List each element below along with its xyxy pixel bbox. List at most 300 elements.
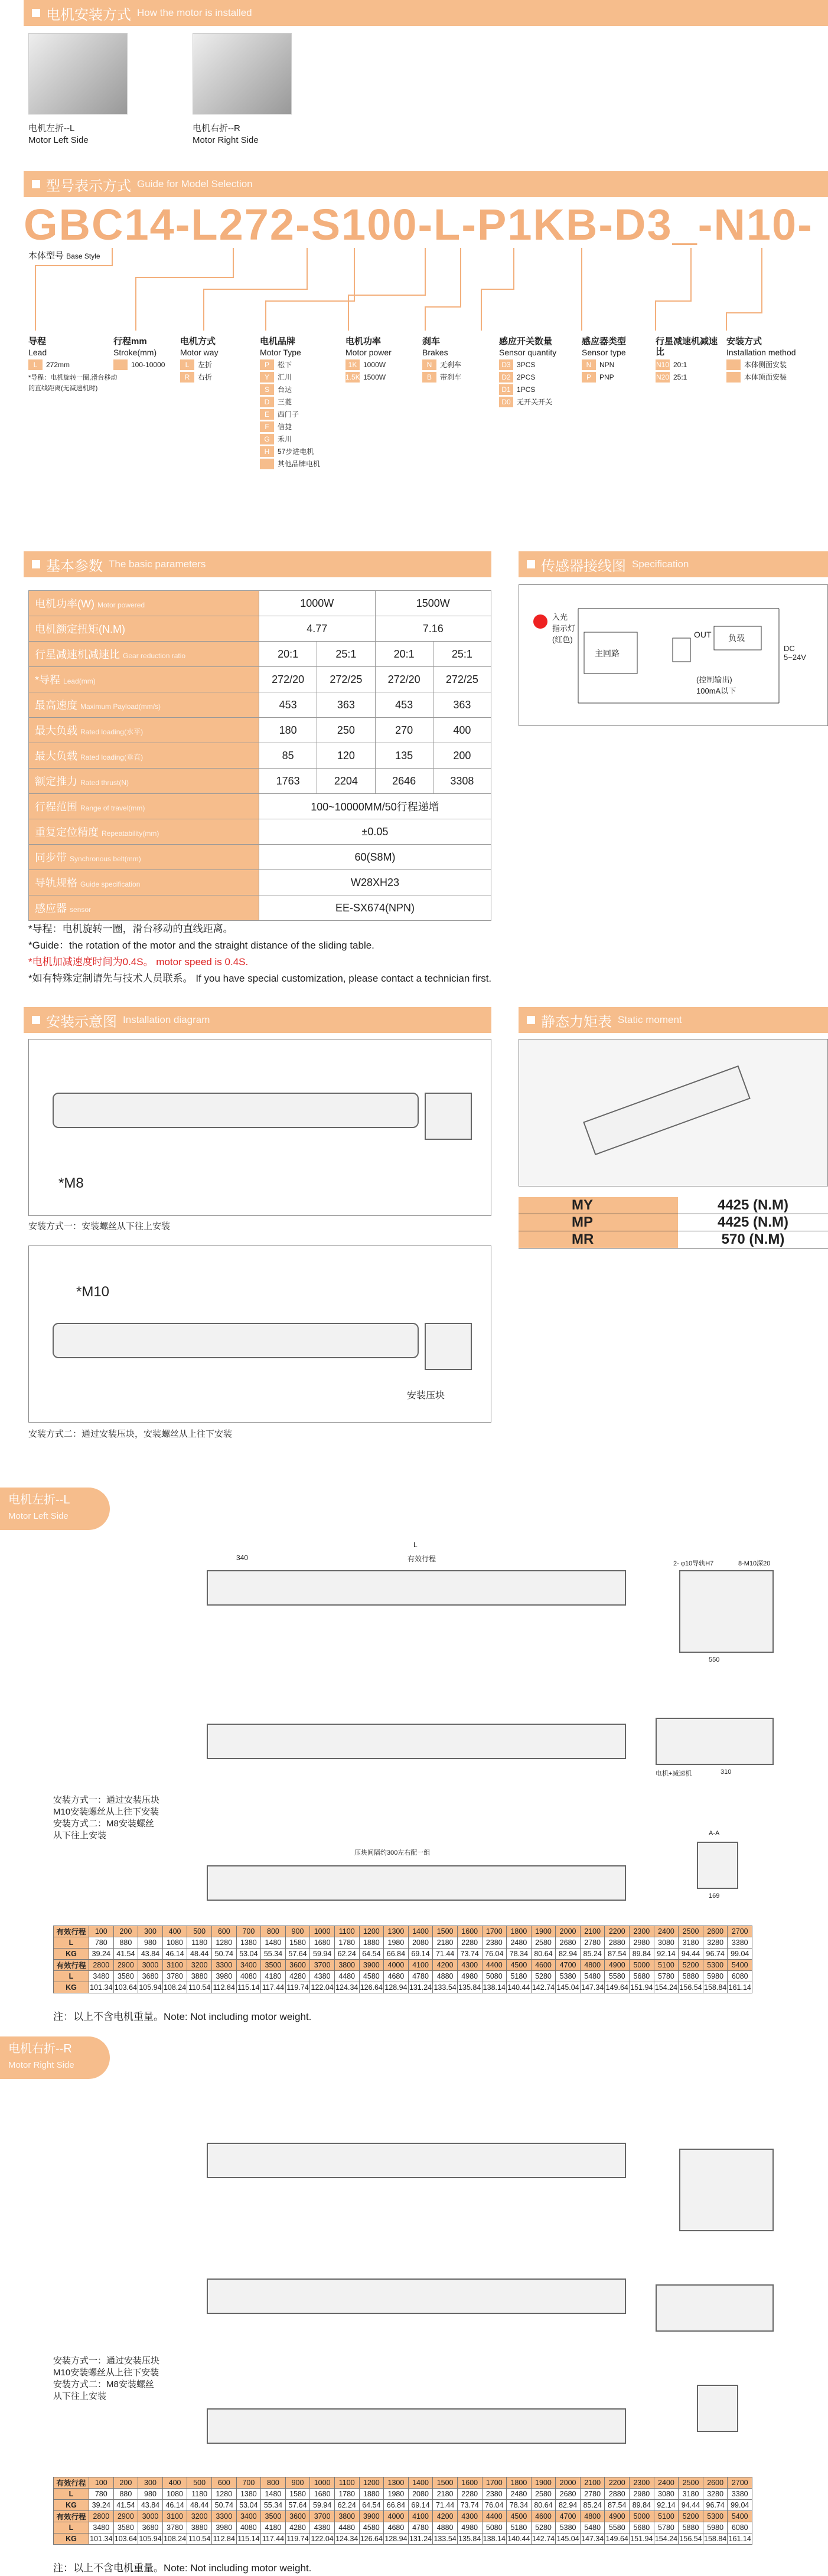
table-cell: 700 <box>236 2477 261 2489</box>
section-params-header <box>24 551 491 577</box>
text: 电机功率(W) <box>35 598 94 610</box>
text: *导程：电机旋转一圈,滑台移动的直线距离(无减速机时) <box>28 374 118 392</box>
table-cell: 1880 <box>359 2489 384 2500</box>
table-cell: 20:1 <box>259 642 317 667</box>
table-cell: 4500 <box>507 2511 532 2522</box>
table-cell: 有效行程 <box>54 1960 89 1971</box>
field-sensor-qty <box>499 336 556 407</box>
table-cell: 1500 <box>433 2477 458 2489</box>
table-cell: 4400 <box>482 2511 507 2522</box>
table-cell: 46.14 <box>162 2500 187 2511</box>
dim-m: 2- φ10导轨H7 <box>673 1560 714 1567</box>
text: 电机左折--L <box>8 1493 70 1506</box>
table-cell: 4480 <box>334 1971 359 1982</box>
table-cell: 2100 <box>580 2477 605 2489</box>
table-cell: 57.64 <box>285 2500 310 2511</box>
table-cell: 1763 <box>259 769 317 794</box>
table-cell: 80.64 <box>531 2500 556 2511</box>
table-cell: 2646 <box>375 769 433 794</box>
text: 1000W <box>363 361 386 369</box>
table-cell: 4480 <box>334 2522 359 2533</box>
table-cell: 25:1 <box>317 642 375 667</box>
table-cell: 400 <box>162 2477 187 2489</box>
table-cell: 1280 <box>211 1937 236 1949</box>
text: N20 <box>656 373 669 381</box>
table-cell: 115.14 <box>236 1982 261 1993</box>
text: 无刹车 <box>440 361 462 369</box>
table-cell: 73.74 <box>457 1949 482 1960</box>
table-cell: W28XH23 <box>259 870 491 895</box>
table-cell: 82.94 <box>556 1949 581 1960</box>
table-cell: 1700 <box>482 1926 507 1937</box>
table-cell: 39.24 <box>89 1949 114 1960</box>
table-cell: 151.94 <box>630 2533 654 2545</box>
table-row <box>54 1937 752 1949</box>
text: 刹车 <box>422 336 441 346</box>
dim-aa: A-A <box>709 1830 720 1837</box>
text: 电机品牌 <box>260 336 296 346</box>
left-bottom-view <box>207 1865 626 1901</box>
text: Synchronous belt(mm) <box>70 855 141 863</box>
table-cell: 2980 <box>630 1937 654 1949</box>
table-cell: 53.04 <box>236 2500 261 2511</box>
table-cell: 2700 <box>728 1926 752 1937</box>
table-row <box>54 2511 752 2522</box>
table-cell: 4200 <box>433 1960 458 1971</box>
table-row <box>29 845 491 870</box>
table-cell: 2200 <box>605 1926 630 1937</box>
text: 57步进电机 <box>278 447 314 456</box>
dim-m2: 8-M10深20 <box>738 1560 771 1567</box>
table-cell: 62.24 <box>334 1949 359 1960</box>
table-cell: 156.54 <box>679 2533 703 2545</box>
wiring-svg <box>519 585 828 727</box>
text: 从下往上安装 <box>53 1830 107 1841</box>
table-cell: 3680 <box>138 2522 163 2533</box>
table-cell: 272/20 <box>375 667 433 692</box>
table-cell: 66.84 <box>384 2500 409 2511</box>
field-brakes <box>422 336 461 383</box>
table-row <box>29 718 491 743</box>
text: Static moment <box>618 1014 682 1025</box>
table-cell: 180 <box>259 718 317 743</box>
table-cell: 4800 <box>580 1960 605 1971</box>
table-cell: 5980 <box>703 1971 728 1982</box>
table-cell: 3280 <box>703 1937 728 1949</box>
table-cell: 103.64 <box>113 2533 138 2545</box>
table-cell: 3800 <box>334 1960 359 1971</box>
text: N <box>582 359 596 370</box>
dim-stroke: 有效行程 <box>408 1555 436 1563</box>
text: 行星减速机减速比 <box>656 336 718 357</box>
table-row <box>54 2522 752 2533</box>
text: D2 <box>499 372 513 383</box>
text: B <box>422 372 436 383</box>
table-cell: 5200 <box>679 1960 703 1971</box>
table-cell: 1000W <box>259 591 376 616</box>
note-accel: *电机加减速度时间为0.4S。 motor speed is 0.4S. <box>28 956 249 967</box>
text: 同步带 <box>35 852 67 864</box>
table-cell: 1580 <box>285 1937 310 1949</box>
table-cell: KG <box>54 2533 89 2545</box>
text: M10安装螺丝从上往下安装 <box>53 1807 159 1817</box>
table-cell: 140.44 <box>507 2533 532 2545</box>
table-cell: 270 <box>375 718 433 743</box>
text: 禾川 <box>278 435 292 443</box>
table-cell: 128.94 <box>384 2533 409 2545</box>
mount-left-en: Motor Left Side <box>28 135 89 145</box>
table-cell: 5200 <box>679 2511 703 2522</box>
table-cell: 5400 <box>728 2511 752 2522</box>
table-cell: 60(S8M) <box>259 845 491 870</box>
table-cell: 20:1 <box>375 642 433 667</box>
table-cell: 3480 <box>89 1971 114 1982</box>
table-cell: 5880 <box>679 2522 703 2533</box>
table-cell: 1080 <box>162 2489 187 2500</box>
dim-L: L <box>413 1541 418 1549</box>
table-cell: 400 <box>162 1926 187 1937</box>
text: 1.5K <box>345 373 360 381</box>
table-cell: 3308 <box>433 769 491 794</box>
square-icon <box>527 1016 535 1024</box>
text: G <box>260 434 274 444</box>
field-install <box>726 336 796 383</box>
text: Guide specification <box>80 880 141 888</box>
left-end-view <box>679 1570 774 1653</box>
table-cell: 4380 <box>310 2522 335 2533</box>
right-aa-view <box>697 2385 738 2432</box>
table-cell: 50.74 <box>211 2500 236 2511</box>
text: 感应器类型 <box>582 336 627 346</box>
text: Brakes <box>422 348 448 357</box>
table-cell: 99.04 <box>728 2500 752 2511</box>
section-install-header <box>24 1007 491 1033</box>
table-cell: 4425 (N.M) <box>678 1214 828 1231</box>
table-cell: 有效行程 <box>54 2511 89 2522</box>
text: 1500W <box>363 373 386 381</box>
field-motor-type <box>260 336 320 469</box>
text: 安装方式一：通过安装压块 <box>53 2356 160 2366</box>
table-cell: 1380 <box>236 2489 261 2500</box>
table-cell: 1180 <box>187 2489 212 2500</box>
text: 本体侧面安装 <box>744 361 787 369</box>
text: 导轨规格 <box>35 877 77 889</box>
right-end-view <box>679 2149 774 2231</box>
table-cell: 2000 <box>556 1926 581 1937</box>
table-cell: 149.64 <box>605 1982 630 1993</box>
text: Motor Right Side <box>8 2060 74 2070</box>
text: 安装示意图 <box>46 1014 117 1030</box>
table-cell: 43.84 <box>138 1949 163 1960</box>
table-cell: 1480 <box>261 2489 286 2500</box>
table-cell: 57.64 <box>285 1949 310 1960</box>
table-cell: 2180 <box>433 1937 458 1949</box>
table-cell: 4000 <box>384 2511 409 2522</box>
table-cell: 3800 <box>334 2511 359 2522</box>
text: Motor Type <box>260 348 301 357</box>
text: 导程 <box>28 336 47 346</box>
table-cell: 3880 <box>187 2522 212 2533</box>
dc-label: DC 5~24V <box>784 644 806 662</box>
table-cell: 2900 <box>113 1960 138 1971</box>
table-cell: 3100 <box>162 2511 187 2522</box>
table-cell: 99.04 <box>728 1949 752 1960</box>
table-cell: 2480 <box>507 1937 532 1949</box>
module-end-view <box>425 1323 472 1370</box>
table-cell: 2500 <box>679 1926 703 1937</box>
table-cell: 119.74 <box>285 1982 310 1993</box>
text: 3PCS <box>517 361 536 369</box>
table-cell: 4600 <box>531 1960 556 1971</box>
table-cell: 1100 <box>334 2477 359 2489</box>
table-cell: 5980 <box>703 2522 728 2533</box>
table-cell: 62.24 <box>334 2500 359 2511</box>
table-cell: 2480 <box>507 2489 532 2500</box>
square-icon <box>32 180 40 188</box>
table-cell: 500 <box>187 1926 212 1937</box>
table-row <box>519 1214 828 1231</box>
text: Repeatability(mm) <box>102 829 159 838</box>
note-lead-en: *Guide：the rotation of the motor and the straight distance of the sliding table. <box>28 940 374 951</box>
table-cell: 700 <box>236 1926 261 1937</box>
table-cell: 1380 <box>236 1937 261 1949</box>
text: 最高速度 <box>35 699 77 711</box>
mount-notes <box>53 1794 159 1842</box>
table-cell: 2980 <box>630 2489 654 2500</box>
table-cell: 6080 <box>728 2522 752 2533</box>
table-row <box>54 1971 752 1982</box>
table-cell: 147.34 <box>580 2533 605 2545</box>
table-cell: 5100 <box>654 2511 679 2522</box>
motor-right-photo <box>193 33 292 115</box>
table-cell: 1980 <box>384 2489 409 2500</box>
table-cell: 980 <box>138 2489 163 2500</box>
table-cell: 5000 <box>630 1960 654 1971</box>
table-cell: 100 <box>89 2477 114 2489</box>
table-cell: 5180 <box>507 1971 532 1982</box>
table-cell: 2780 <box>580 1937 605 1949</box>
table-cell: 1680 <box>310 1937 335 1949</box>
field-sensor-type <box>582 336 626 383</box>
table-cell: L <box>54 1937 89 1949</box>
table-cell: 138.14 <box>482 2533 507 2545</box>
table-cell: 200 <box>113 2477 138 2489</box>
text: S <box>260 384 274 395</box>
table-cell: 2680 <box>556 1937 581 1949</box>
table-cell: 3180 <box>679 1937 703 1949</box>
table-cell: 3700 <box>310 1960 335 1971</box>
table-cell: 3900 <box>359 2511 384 2522</box>
table-cell: 2680 <box>556 2489 581 2500</box>
text: Rated loading(水平) <box>80 728 144 736</box>
mount-notes <box>53 2355 159 2402</box>
table-cell: 87.54 <box>605 2500 630 2511</box>
table-cell: 46.14 <box>162 1949 187 1960</box>
table-cell: 133.54 <box>433 1982 458 1993</box>
text: N <box>422 359 436 370</box>
table-cell: 1500W <box>375 591 491 616</box>
table-cell: 2300 <box>630 1926 654 1937</box>
text: 100-10000 <box>131 361 165 369</box>
table-cell: 64.54 <box>359 2500 384 2511</box>
table-cell: 4700 <box>556 1960 581 1971</box>
table-cell: 4700 <box>556 2511 581 2522</box>
table-cell: 158.84 <box>703 2533 728 2545</box>
table-row <box>54 1949 752 1960</box>
table-cell: 1700 <box>482 2477 507 2489</box>
note-custom: *如有特殊定制请先与技术人员联系。 If you have special customization, please contact a technician first. <box>28 973 492 984</box>
text: 信捷 <box>278 423 292 431</box>
table-row <box>29 743 491 769</box>
table-cell: 101.34 <box>89 1982 114 1993</box>
table-cell: ±0.05 <box>259 819 491 845</box>
text: Motor powered <box>97 601 145 609</box>
table-cell: 4180 <box>261 1971 286 1982</box>
table-cell: 1000 <box>310 2477 335 2489</box>
table-cell: 161.14 <box>728 2533 752 2545</box>
table-cell: 5400 <box>728 1960 752 1971</box>
text: R <box>180 372 194 383</box>
table-cell: 85 <box>259 743 317 769</box>
table-cell: 5680 <box>630 1971 654 1982</box>
text: 安装方式一：通过安装压块 <box>53 1795 160 1805</box>
table-cell: 3000 <box>138 1960 163 1971</box>
table-cell: 117.44 <box>261 2533 286 2545</box>
table-cell: 1300 <box>384 1926 409 1937</box>
table-cell: 4425 (N.M) <box>678 1197 828 1214</box>
table-cell: 200 <box>433 743 491 769</box>
led-label: 入光 指示灯 (红色) <box>552 613 576 644</box>
table-row <box>29 667 491 692</box>
table-cell: 112.84 <box>211 1982 236 1993</box>
text: E <box>260 409 274 420</box>
table-cell: 980 <box>138 1937 163 1949</box>
table-cell: 3400 <box>236 1960 261 1971</box>
table-cell: KG <box>54 1982 89 1993</box>
text: 其他品牌电机 <box>278 460 321 468</box>
table-cell: 5480 <box>580 2522 605 2533</box>
table-cell: 151.94 <box>630 1982 654 1993</box>
table-cell: 3200 <box>187 1960 212 1971</box>
out-label: OUT <box>694 630 712 639</box>
text: 25:1 <box>673 373 687 381</box>
table-cell: 3380 <box>728 2489 752 2500</box>
table-cell: 122.04 <box>310 1982 335 1993</box>
text: 西门子 <box>278 410 299 419</box>
section-mount-header <box>24 0 828 26</box>
table-cell: 1200 <box>359 2477 384 2489</box>
table-cell: 39.24 <box>89 2500 114 2511</box>
table-cell: 3600 <box>285 1960 310 1971</box>
m8-label: *M8 <box>58 1175 84 1191</box>
text <box>726 372 741 383</box>
text: 传感器接线图 <box>541 558 626 574</box>
table-cell: 154.24 <box>654 2533 679 2545</box>
table-cell: 108.24 <box>162 2533 187 2545</box>
mount-right-cn: 电机右折--R <box>193 123 240 133</box>
table-cell: 55.34 <box>261 1949 286 1960</box>
right-motor-view <box>656 2284 774 2332</box>
red-led-icon <box>533 614 547 629</box>
table-cell: EE-SX674(NPN) <box>259 895 491 921</box>
left-side-view <box>207 1724 626 1759</box>
table-cell: 363 <box>433 692 491 718</box>
table-cell: 124.34 <box>334 2533 359 2545</box>
table-cell: 2204 <box>317 769 375 794</box>
table-cell: 4500 <box>507 1960 532 1971</box>
table-cell: 76.04 <box>482 2500 507 2511</box>
table-cell: 3600 <box>285 2511 310 2522</box>
text: D1 <box>499 384 513 395</box>
install-caption-1: 安装方式一：安装螺丝从下往上安装 <box>28 1221 171 1231</box>
footnote-left: 注：以上不含电机重量。Note: Not including motor weight. <box>53 2011 312 2022</box>
module-end-view <box>425 1093 472 1140</box>
table-cell: 78.34 <box>507 2500 532 2511</box>
text: Guide for Model Selection <box>137 178 253 189</box>
text <box>260 459 274 469</box>
table-cell: 48.44 <box>187 1949 212 1960</box>
table-cell: 4880 <box>433 1971 458 1982</box>
text: 带刹车 <box>440 373 462 381</box>
motor-left-photo <box>28 33 128 115</box>
table-cell: 272/20 <box>259 667 317 692</box>
table-cell: 3700 <box>310 2511 335 2522</box>
table-cell: 1300 <box>384 2477 409 2489</box>
table-row <box>29 769 491 794</box>
table-cell: 66.84 <box>384 1949 409 1960</box>
text: F <box>260 421 274 432</box>
table-cell: 3780 <box>162 2522 187 2533</box>
table-cell: 48.44 <box>187 2500 212 2511</box>
table-cell: 149.64 <box>605 2533 630 2545</box>
table-cell: 3300 <box>211 2511 236 2522</box>
table-cell: 1080 <box>162 1937 187 1949</box>
dim-169: 169 <box>709 1892 720 1900</box>
table-cell: 1680 <box>310 2489 335 2500</box>
table-cell: 105.94 <box>138 1982 163 1993</box>
dim-550: 550 <box>709 1656 720 1663</box>
module-body <box>53 1093 419 1128</box>
table-cell: 200 <box>113 1926 138 1937</box>
table-cell: 600 <box>211 2477 236 2489</box>
square-icon <box>32 560 40 568</box>
table-cell: 41.54 <box>113 1949 138 1960</box>
table-cell: 94.44 <box>679 1949 703 1960</box>
moment-diagram <box>519 1039 828 1186</box>
table-cell: 5300 <box>703 2511 728 2522</box>
table-cell: 5580 <box>605 2522 630 2533</box>
table-cell: 453 <box>259 692 317 718</box>
table-cell: 43.84 <box>138 2500 163 2511</box>
table-cell: MR <box>519 1231 678 1248</box>
text: Y <box>260 372 274 383</box>
table-cell: 135.84 <box>457 2533 482 2545</box>
table-cell: 4600 <box>531 2511 556 2522</box>
table-cell: 100 <box>89 1926 114 1937</box>
table-cell: 119.74 <box>285 2533 310 2545</box>
moment-module <box>583 1065 751 1155</box>
table-cell: 2300 <box>630 2477 654 2489</box>
table-cell: 300 <box>138 1926 163 1937</box>
note-lead-cn: *导程：电机旋转一圈，滑台移动的直线距离。 <box>28 923 233 934</box>
table-cell: 2280 <box>457 2489 482 2500</box>
table-cell: 1780 <box>334 2489 359 2500</box>
text: Lead(mm) <box>63 677 96 685</box>
table-cell: 131.24 <box>408 1982 433 1993</box>
table-cell: 1580 <box>285 2489 310 2500</box>
table-cell: 3280 <box>703 2489 728 2500</box>
table-cell: 3900 <box>359 1960 384 1971</box>
